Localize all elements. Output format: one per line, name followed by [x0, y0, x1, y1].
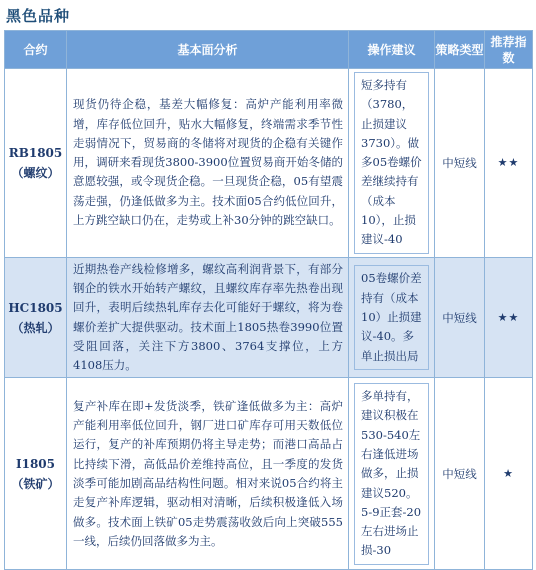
table-row-hc1805	[5, 257, 533, 378]
header-contract: 合约	[5, 31, 67, 69]
table-row-rb1805	[5, 69, 533, 258]
contract-cell	[5, 378, 67, 570]
strategy-type: 中短线	[435, 257, 485, 378]
advice-text: 多单持有，建议积极在530-540左右逢低进场做多，止损建议520。5-9正套-20左右进场止损-30	[354, 383, 429, 565]
strategy-type: 中短线	[435, 378, 485, 570]
contract-code: I1805	[15, 456, 55, 471]
contract-code: HC1805	[8, 300, 63, 315]
rating-stars: ★★	[485, 69, 533, 258]
strategy-type: 中短线	[435, 69, 485, 258]
section-title: 黑色品种	[6, 7, 71, 25]
header-strategy-type: 策略类型	[435, 31, 485, 69]
contract-code: RB1805	[8, 145, 63, 160]
strategy-table	[4, 30, 533, 570]
analysis-text: 复产补库在即+发货淡季，铁矿逢低做多为主：高炉产能利用率低位回升，钢厂进口矿库存可用天数低位运行，复产的补库预期仍将主导走势；而港口高品占比持续下滑，高低品价差维持高位，且一季度的发货淡季可能加剧高品结构性问题。相对来说05合约将主走复产补库逻辑，驱动相对清晰，后续积极逢低入场做多。技术面上铁矿05走势震荡收敛后向上突破555一线，后续仍回落做多为主。	[67, 378, 349, 570]
advice-cell	[349, 69, 435, 258]
advice-text: 短多持有（3780，止损建议3730）。做多05卷螺价差继续持有（成本10），止损建议-40	[354, 72, 429, 254]
contract-cell	[5, 69, 67, 258]
rating-stars: ★★	[485, 257, 533, 378]
analysis-text: 现货仍待企稳，基差大幅修复：高炉产能利用率微增，库存低位回升，贴水大幅修复，终端需求季节性走弱情况下，贸易商的冬储将对现货的企稳有关键作用，调研来看现货3800-3900位置贸易商开始冬储的意愿较强，或令现货企稳。一旦现货企稳，05有望震荡走强，仍逢低做多为主。技术面05合约低位回升，上方跳空缺口仍在，走势或上补30分钟的跳空缺口。	[67, 69, 349, 258]
rating-stars: ★	[485, 378, 533, 570]
analysis-text: 近期热卷产线检修增多，螺纹高利润背景下，有部分钢企的铁水开始转产螺纹，且螺纹库存率先热卷出现回升，表明后续热轧库存去化可能好于螺纹，将为卷螺价差扩大提供驱动。技术面上1805热卷3990位置受阻回落，关注下方3800、3764支撑位，上方4108压力。	[67, 257, 349, 378]
header-rating: 推荐指数	[485, 31, 533, 69]
contract-name: （螺纹）	[11, 165, 60, 180]
advice-cell	[349, 378, 435, 570]
contract-cell	[5, 257, 67, 378]
table-header-row	[5, 31, 533, 69]
header-analysis: 基本面分析	[67, 31, 349, 69]
header-advice: 操作建议	[349, 31, 435, 69]
table-row-i1805	[5, 378, 533, 570]
advice-cell	[349, 257, 435, 378]
contract-name: （热轧）	[11, 320, 60, 335]
advice-text: 05卷螺价差持有（成本10）止损建议-40。多单止损出局	[354, 265, 429, 369]
contract-name: （铁矿）	[11, 476, 60, 491]
